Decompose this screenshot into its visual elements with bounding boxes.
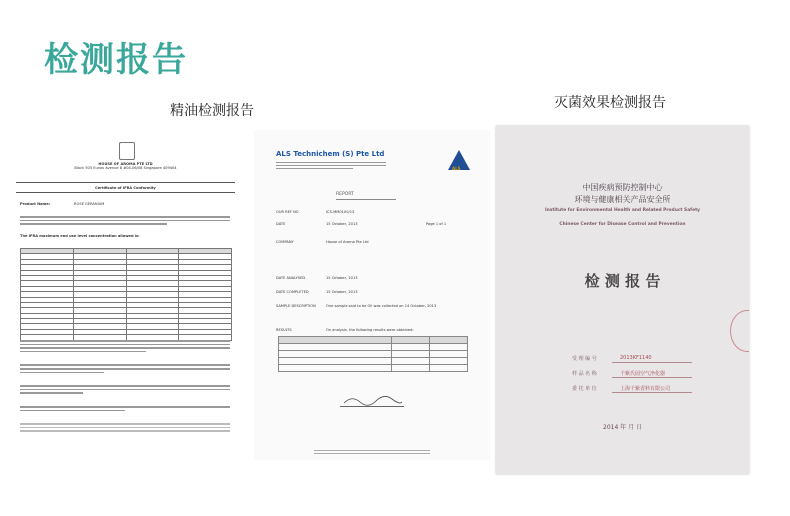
product-name: ROSE GERANIUM bbox=[74, 202, 105, 206]
field-label: OUR REF NO bbox=[276, 210, 299, 214]
field-label: COMPANY bbox=[276, 240, 294, 244]
company-name: HOUSE OF AROMA PTE LTD bbox=[98, 162, 153, 166]
field-label: DATE ANALYSED bbox=[276, 276, 306, 280]
field-value: ICS-MM0100/13 bbox=[326, 210, 355, 214]
als-report-image bbox=[254, 130, 490, 460]
ifra-table bbox=[20, 248, 232, 341]
results-table bbox=[278, 336, 468, 372]
product-label: Product Name: bbox=[20, 202, 51, 206]
report-title: 检 测 报 告 bbox=[584, 272, 661, 290]
certificate-title: Certificate of IFRA Conformity bbox=[95, 186, 156, 190]
cdc-report-image bbox=[496, 126, 749, 474]
als-logo-text: ALS bbox=[452, 166, 461, 171]
field-value: 15 October, 2013 bbox=[326, 276, 358, 280]
page-label: Page 1 of 1 bbox=[426, 222, 447, 226]
signature bbox=[340, 392, 404, 407]
field-value: 15 October, 2013 bbox=[326, 222, 358, 226]
field-label: DATE COMPLETED bbox=[276, 290, 309, 294]
als-brand: ALS Technichem (S) Pte Ltd bbox=[276, 150, 385, 158]
field-label: 样 品 名 称 bbox=[572, 371, 597, 377]
field-label: SAMPLE DESCRIPTION bbox=[276, 304, 316, 308]
field-value: 15 October, 2013 bbox=[326, 290, 358, 294]
ifra-certificate-image bbox=[4, 130, 247, 490]
field-value: One sample said to be Oil was collected on 14 October, 2013 bbox=[326, 304, 437, 308]
field-value: On analysis, the following results were obtained: bbox=[326, 328, 414, 332]
essential-oil-caption: 精油检测报告 bbox=[170, 103, 254, 119]
org-cn-2: 环境与健康相关产品安全所 bbox=[574, 195, 671, 204]
field-label: 受 理 编 号 bbox=[572, 356, 597, 362]
company-logo-icon bbox=[119, 142, 135, 160]
org-en-2: Chinese Center for Disease Control and Prevention bbox=[559, 222, 686, 227]
field-label: RESULTS bbox=[276, 328, 292, 332]
field-label: 委 托 单 位 bbox=[572, 386, 597, 392]
field-value: 上海千紫香料有限公司 bbox=[620, 386, 671, 392]
field-value: 2013KF1140 bbox=[620, 355, 652, 361]
seal-stamp bbox=[730, 310, 749, 352]
report-date: 2014 年 月 日 bbox=[603, 424, 642, 431]
org-cn-1: 中国疾病预防控制中心 bbox=[582, 183, 663, 192]
field-label: DATE bbox=[276, 222, 286, 226]
company-address: Block 505 Eunos Avenue 8 #04-06/08 Singapore 409404 bbox=[74, 166, 177, 171]
sterilization-caption: 灭菌效果检测报告 bbox=[554, 95, 666, 111]
field-value: 千紫氏园空气净化器 bbox=[620, 371, 666, 377]
table-title: The IFRA maximum end use level concentration allowed is: bbox=[20, 234, 140, 238]
page-title: 检测报告 bbox=[44, 40, 188, 80]
field-value: House of Aroma Pte Ltd bbox=[326, 240, 369, 244]
org-en-1: Institute for Environmental Health and Related Product Safety bbox=[544, 208, 701, 213]
report-label: REPORT bbox=[336, 192, 354, 197]
